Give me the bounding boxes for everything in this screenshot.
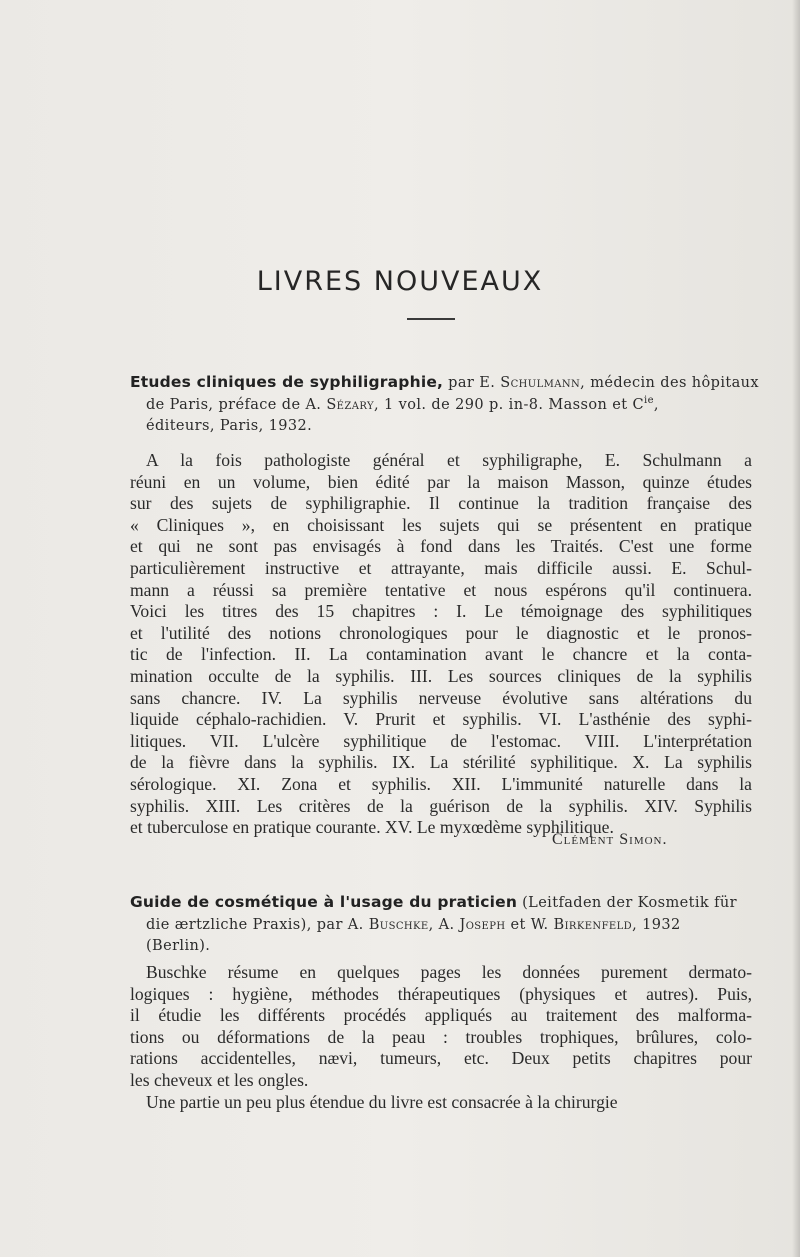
review1-line2-b: , 1 vol. de 290 p. in-8. Masson et C — [373, 396, 644, 413]
body-text-line: Buschke résume en quelques pages les données purement dermato- — [146, 962, 752, 982]
body-text-line: sérologique. XI. Zona et syphilis. XII. L'immunité naturelle dans la — [130, 773, 752, 794]
review1-reference — [130, 372, 759, 438]
review2-reference-line2 — [130, 915, 752, 937]
body-text-line: mann a réussi sa première tentative et nous espérons qu'il continuera. — [130, 579, 752, 600]
body-text-line: il étudie les différents procédés appliqués au traitement des malforma- — [130, 1005, 752, 1026]
body-text-line: tic de l'infection. II. La contamination avant le chancre et la conta- — [130, 644, 752, 665]
review1-reference-line2 — [130, 395, 752, 417]
body-text-line: litiques. VII. L'ulcère syphilitique de l'estomac. VIII. L'interprétation — [130, 730, 752, 751]
review1-reference-line3: éditeurs, Paris, 1932. — [146, 418, 313, 434]
body-text-line: sur des sujets de syphiligraphie. Il continue la tradition française des — [130, 493, 752, 514]
review1-reference-line1 — [130, 372, 759, 395]
body-text-line: de la fièvre dans la syphilis. IX. La stérilité syphilitique. X. La syphilis — [130, 752, 752, 773]
body-text-line: particulièrement instructive et attrayante, mais difficile aussi. E. Schul- — [130, 557, 752, 578]
body-text-line: A la fois pathologiste général et syphiligraphe, E. Schulmann a — [146, 450, 752, 470]
review1-ref-text-2: , médecin des hôpitaux — [580, 375, 759, 391]
body-text-line: sans chancre. IV. La syphilis nerveuse évolutive sans altérations du — [130, 687, 752, 708]
body-text-line: liquide céphalo-rachidien. V. Prurit et syphilis. VI. L'asthénie des syphi- — [130, 709, 752, 730]
review2-author2: Joseph — [459, 916, 506, 933]
body-text-line: et tuberculose en pratique courante. XV. Le myxœdème syphilitique. — [130, 817, 614, 838]
body-text-line: « Cliniques », en choisissant les sujets qui se présentent en pratique — [130, 514, 752, 535]
review2-line2-c: et W. — [505, 916, 554, 933]
review1-book-title: Etudes cliniques de syphiligraphie, — [130, 373, 444, 391]
body-text-line: mination occulte de la syphilis. III. Les sources cliniques de la syphilis — [130, 665, 752, 686]
review1-signature: Clément Simon. — [552, 831, 668, 848]
review1-author: Schulmann — [500, 375, 581, 391]
page-title: LIVRES NOUVEAUX — [256, 266, 544, 297]
review1-body — [130, 450, 752, 839]
review2-line2-a: die ærtzliche Praxis), par A. — [146, 916, 369, 933]
body-text-line: et qui ne sont pas envisagés à fond dans les Traités. C'est une forme — [130, 536, 752, 557]
body-text-line: Une partie un peu plus étendue du livre est consacrée à la chirurgie — [146, 1091, 618, 1112]
body-text-line: les cheveux et les ongles. — [130, 1069, 309, 1090]
review1-preface-author: Sézary — [326, 396, 374, 413]
body-text-line: tions ou déformations de la peau : troubles trophiques, brûlures, colo- — [130, 1026, 752, 1047]
body-text-line: rations accidentelles, nævi, tumeurs, etc. Deux petits chapitres pour — [130, 1048, 752, 1069]
body-text-line: syphilis. XIII. Les critères de la guérison de la syphilis. XIV. Syphilis — [130, 795, 752, 816]
review1-line2-a: de Paris, préface de A. — [146, 396, 327, 413]
page-edge-shadow — [792, 0, 800, 1257]
body-text-line: réuni en un volume, bien édité par la maison Masson, quinze études — [130, 471, 752, 492]
review1-line2-sup: ie — [643, 394, 654, 406]
review2-line2-d: , 1932 — [632, 916, 681, 933]
review2-ref-text: (Leitfaden der Kosmetik für — [517, 895, 737, 911]
body-text-line: logiques : hygiène, méthodes thérapeutiques (physiques et autres). Puis, — [130, 983, 752, 1004]
review2-reference-line3: (Berlin). — [146, 938, 211, 954]
body-text-line: et l'utilité des notions chronologiques pour le diagnostic et le pronos- — [130, 622, 752, 643]
review2-author3: Birkenfeld — [553, 916, 633, 933]
review2-line2-b: , A. — [428, 916, 460, 933]
review2-book-title: Guide de cosmétique à l'usage du praticien — [130, 893, 518, 911]
title-underline-rule — [407, 318, 455, 320]
review2-reference-line1 — [130, 892, 752, 915]
review2-author1: Buschke — [368, 916, 429, 933]
review2-reference — [130, 892, 752, 958]
review1-ref-text: par E. — [443, 375, 501, 391]
body-text-line: Voici les titres des 15 chapitres : I. Le témoignage des syphilitiques — [130, 601, 752, 622]
review1-line2-c: , — [653, 396, 659, 413]
review2-body — [130, 962, 752, 1113]
